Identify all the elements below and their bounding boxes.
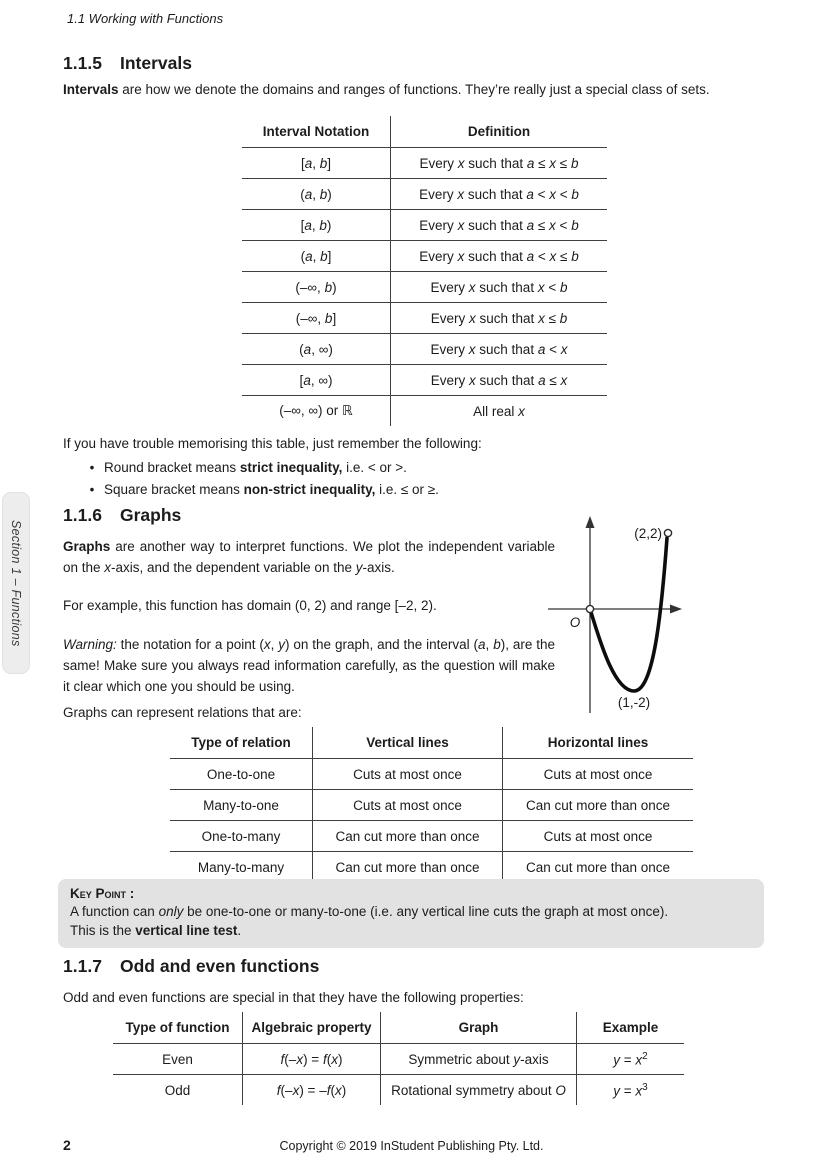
table-cell: (a, ∞) (242, 334, 391, 365)
table-row (170, 852, 693, 883)
table-row (113, 1044, 684, 1075)
table-row (242, 241, 607, 272)
bullet-item (86, 457, 726, 479)
table-cell: (–∞, ∞) or ℝ (242, 396, 391, 427)
table-cell: (a, b] (242, 241, 391, 272)
section-title: Graphs (120, 505, 182, 525)
column-header: Vertical lines (313, 727, 503, 759)
table-cell: [a, b) (242, 210, 391, 241)
keypoint-body-line: A function can only be one-to-one or many-to-one (i.e. any vertical line cuts the graph at most once). (70, 904, 669, 919)
column-header: Type of relation (191, 735, 291, 750)
bullet-glyph: • (89, 482, 95, 497)
table-cell: Rotational symmetry about O (381, 1075, 577, 1106)
table-cell: All real x (391, 396, 608, 427)
table-cell: Every x such that x < b (391, 272, 608, 303)
table-cell: Cuts at most once (313, 759, 503, 790)
y-axis-arrow-icon (586, 516, 595, 528)
open-endpoint-origin (586, 605, 593, 612)
table-cell: $y = x^3$ (577, 1075, 685, 1106)
table-cell: $y = x^2$ (577, 1044, 685, 1075)
table-cell: Every x such that a < x < b (391, 179, 608, 210)
table-row (170, 759, 693, 790)
bullet-glyph: • (89, 460, 95, 475)
table-cell: Many-to-one (170, 790, 313, 821)
table-row (242, 148, 607, 179)
intervals-intro-paragraph: Intervals are how we denote the domains and ranges of functions. They’re really just a special class of sets. (63, 82, 710, 97)
column-header: Graph (381, 1012, 577, 1044)
table-header-row (113, 1012, 684, 1044)
section-title: Intervals (120, 53, 192, 73)
table-row (170, 790, 693, 821)
table-cell: Can cut more than once (503, 790, 694, 821)
open-endpoint-top (664, 529, 671, 536)
function-graph-figure (545, 503, 735, 718)
table-cell: (–∞, b) (242, 272, 391, 303)
table-cell: Cuts at most once (313, 790, 503, 821)
table-cell: Every x such that x ≤ b (391, 303, 608, 334)
table-cell: Can cut more than once (503, 852, 694, 883)
table-row (113, 1075, 684, 1106)
table-cell: (a, b) (242, 179, 391, 210)
table-row (242, 396, 607, 427)
point-label-bottom: (1,-2) (617, 695, 651, 710)
bullet-item (86, 479, 726, 501)
column-header: Definition (391, 116, 608, 148)
section-heading-graphs (63, 505, 181, 526)
table-cell: Symmetric about y-axis (381, 1044, 577, 1075)
table-cell: [a, b] (242, 148, 391, 179)
column-header: Algebraic property (243, 1012, 381, 1044)
column-header: Type of function (125, 1020, 230, 1035)
table-cell: Every x such that a ≤ x (391, 365, 608, 396)
section-heading-intervals (63, 53, 192, 74)
page-number: 2 (63, 1137, 71, 1153)
column-header: Example (577, 1012, 685, 1044)
table-row (242, 365, 607, 396)
relations-lead-line: Graphs can represent relations that are: (63, 705, 302, 720)
table-cell: Can cut more than once (313, 852, 503, 883)
sidebar-tab-label: Section 1 – Functions (9, 519, 23, 647)
keypoint-box (58, 879, 764, 948)
table-row (170, 821, 693, 852)
interval-notation-table (242, 116, 607, 426)
table-cell: One-to-many (170, 821, 313, 852)
keypoint-label: Key Point : (70, 886, 135, 901)
relations-table (170, 727, 693, 882)
table-row (242, 303, 607, 334)
table-cell: Every x such that a ≤ x ≤ b (391, 148, 608, 179)
domain-range-example-line: For example, this function has domain (0, 2) and range [–2, 2). (63, 598, 437, 613)
keypoint-body-line: This is the vertical line test. (70, 923, 242, 938)
bullet-text: Round bracket means strict inequality, i.e. < or >. (104, 460, 407, 475)
column-header: Horizontal lines (503, 727, 694, 759)
table-cell: [a, ∞) (242, 365, 391, 396)
origin-label: O (569, 615, 581, 630)
table-cell: Odd (113, 1075, 243, 1106)
section-number: 1.1.6 (63, 505, 102, 525)
table-cell: Many-to-many (170, 852, 313, 883)
table-cell: (–∞, b] (242, 303, 391, 334)
function-curve (590, 538, 667, 691)
bullet-text: Square bracket means non-strict inequality, i.e. ≤ or ≥. (104, 482, 439, 497)
table-cell: f(–x) = –f(x) (243, 1075, 381, 1106)
table-cell: Every x such that a ≤ x < b (391, 210, 608, 241)
table-cell: Every x such that a < x (391, 334, 608, 365)
section-title: Odd and even functions (120, 956, 320, 976)
table-row (242, 272, 607, 303)
bullet-list (86, 457, 726, 501)
table-header-row (170, 727, 693, 759)
sidebar-tab-section (2, 492, 30, 674)
graphs-intro-paragraph: Graphs are another way to interpret functions. We plot the independent variable on the x-axis, and the dependent variable on the y-axis. (63, 539, 555, 575)
table-row (242, 210, 607, 241)
running-header: 1.1 Working with Functions (67, 11, 224, 26)
column-header: Interval Notation (262, 124, 370, 139)
warning-paragraph: Warning: the notation for a point (x, y) on the graph, and the interval (a, b), are the same! Make sure you always read information carefully, as the question will make it clear which one you should be using. (63, 637, 555, 694)
section-number: 1.1.7 (63, 956, 102, 976)
copyright-line: Copyright © 2019 InStudent Publishing Pty. Ltd. (279, 1139, 544, 1153)
table-cell: One-to-one (170, 759, 313, 790)
table-cell: Cuts at most once (503, 821, 694, 852)
table-cell: Every x such that a < x ≤ b (391, 241, 608, 272)
table-row (242, 334, 607, 365)
section-number: 1.1.5 (63, 53, 102, 73)
oddeven-intro-paragraph: Odd and even functions are special in that they have the following properties: (63, 990, 524, 1005)
table-cell: Cuts at most once (503, 759, 694, 790)
odd-even-table (113, 1012, 684, 1105)
table-cell: Even (113, 1044, 243, 1075)
x-axis-arrow-icon (670, 605, 682, 614)
table-row (242, 179, 607, 210)
table-cell: Can cut more than once (313, 821, 503, 852)
table-header-row (242, 116, 607, 148)
point-label-top: (2,2) (634, 526, 662, 541)
section-heading-oddeven (63, 956, 319, 977)
memorise-line: If you have trouble memorising this table, just remember the following: (63, 436, 482, 451)
table-cell: f(–x) = f(x) (243, 1044, 381, 1075)
